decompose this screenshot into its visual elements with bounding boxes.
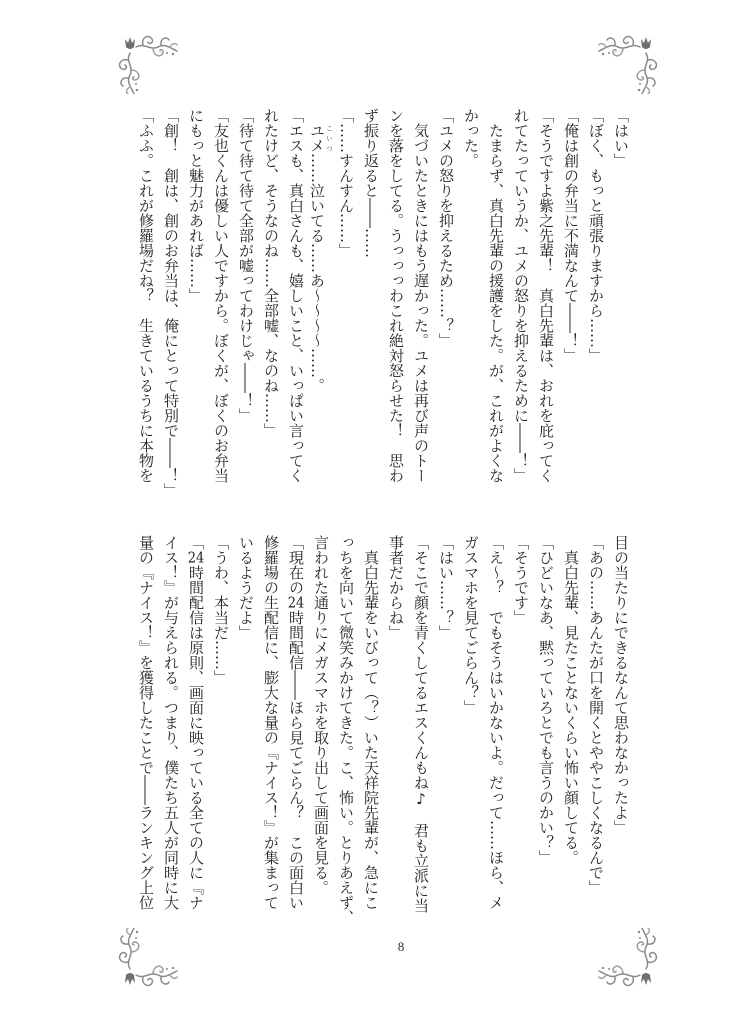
corner-ornament-top-right bbox=[595, 32, 661, 94]
text-column: いるようだよ」 bbox=[237, 535, 255, 640]
text-column: 言われた通りにメガスマホを取り出して画面を見る。 bbox=[312, 535, 330, 895]
upright-number: 24 bbox=[187, 550, 205, 565]
text-column: 「え〜？ でもそうはいかないよ。だって……ほら、メ bbox=[487, 535, 505, 910]
text-column: 「ふふ。これが修羅場だね？ 生きているうちに本物を bbox=[137, 108, 155, 483]
text-column: 「ユメの怒りを抑えるため……？」 bbox=[437, 108, 455, 348]
text-segment: ……泣いてる……あ〜〜〜〜……。 bbox=[308, 153, 326, 393]
text-column: 「そうです」 bbox=[512, 535, 530, 625]
text-column: 「エスも、真白さんも、嬉しいこと、いっぱい言ってく bbox=[287, 108, 305, 483]
text-column: れたけど、そうなのね……全部嘘、なのね……」 bbox=[262, 108, 280, 438]
text-column: 「はい」 bbox=[612, 108, 630, 168]
text-column: 「24時間配信は原則、画面に映っている全ての人に『ナ bbox=[187, 535, 205, 910]
upright-number: 24 bbox=[287, 595, 305, 610]
corner-ornament-top-left bbox=[115, 32, 181, 94]
text-column: 量の『ナイス！』を獲得したことで――ランキング上位 bbox=[137, 535, 155, 910]
text-column: たまらず、真白先輩の援護をした。が、これがよくな bbox=[487, 108, 505, 483]
text-column: 修羅場の生配信に、膨大な量の『ナイス！』が集まって bbox=[262, 535, 280, 910]
text-column: ンを落をしてる。うっっっわこれ絶対怒らせた！ 思わ bbox=[387, 108, 405, 483]
text-column: 「あの……あんたが口を開くとややこしくなるんで」 bbox=[587, 535, 605, 895]
text-column: 「待て待て待て全部が嘘ってわけじゃ――！」 bbox=[237, 108, 255, 423]
floral-flourish-icon bbox=[595, 928, 661, 990]
text-column: 事者だからね」 bbox=[387, 535, 405, 640]
text-column: 「ぼく、もっと頑張りますから……」 bbox=[587, 108, 605, 363]
text-column: かった。 bbox=[462, 108, 480, 168]
text-column: れてたっていうか、ユメの怒りを抑えるために――！」 bbox=[512, 108, 530, 483]
page-number: 8 bbox=[397, 939, 405, 954]
text-column: ガスマホを見てごらん？」 bbox=[462, 535, 480, 715]
text-column: ず振り返ると――…… bbox=[362, 108, 380, 258]
text-block-upper bbox=[133, 108, 633, 498]
ruby-annotation bbox=[308, 123, 333, 153]
floral-flourish-icon bbox=[115, 928, 181, 990]
floral-flourish-icon bbox=[595, 32, 661, 94]
text-column: 気づいたときにはもう遅かった。ユメは再び声のトー bbox=[412, 108, 430, 483]
corner-ornament-bottom-left bbox=[115, 928, 181, 990]
text-column: 「そうですよ紫之先輩！ 真白先輩は、おれを庇ってく bbox=[537, 108, 555, 483]
text-column: 「現在の24時間配信――ほら見てごらん？ この面白い bbox=[287, 535, 305, 910]
ruby-reading: こいつ bbox=[325, 123, 333, 153]
text-segment bbox=[308, 108, 326, 123]
text-column: 「はい……？」 bbox=[437, 535, 455, 640]
text-column: 真白先輩をいびって（？）いた天祥院先輩が、急にこ bbox=[362, 535, 380, 910]
text-column: 「ひどいなあ、黙っていろとでも言うのかい？」 bbox=[537, 535, 555, 865]
text-column: っちを向いて微笑みかけてきた。こ、怖い。とりあえず、 bbox=[337, 535, 355, 925]
text-column: 目の当たりにできるなんて思わなかったよ」 bbox=[612, 535, 630, 835]
text-column: 「そこで顔を青くしてるエスくんもね♪ 君も立派に当 bbox=[412, 535, 430, 913]
text-block-lower bbox=[133, 535, 633, 925]
text-column: 「俺は創の弁当に不満なんて――！」 bbox=[562, 108, 580, 363]
text-column: 「友也くんは優しい人ですから。ぼくが、ぼくのお弁当 bbox=[212, 108, 230, 483]
text-column: 真白先輩、見たことないくらい怖い顔してる。 bbox=[562, 535, 580, 865]
text-column: にもっと魅力があれば……」 bbox=[187, 108, 205, 303]
text-column: 「……すんすん……」 bbox=[337, 108, 355, 258]
text-column: 「創！ 創は、創のお弁当は、俺にとって特別で――！」 bbox=[162, 108, 180, 498]
text-column: イス！』が与えられる。つまり、僕たち五人が同時に大 bbox=[162, 535, 180, 910]
floral-flourish-icon bbox=[115, 32, 181, 94]
corner-ornament-bottom-right bbox=[595, 928, 661, 990]
text-column-with-ruby bbox=[308, 108, 333, 483]
ruby-base: ユメ bbox=[308, 123, 326, 153]
text-column: 「うわ、本当だ……」 bbox=[212, 535, 230, 685]
